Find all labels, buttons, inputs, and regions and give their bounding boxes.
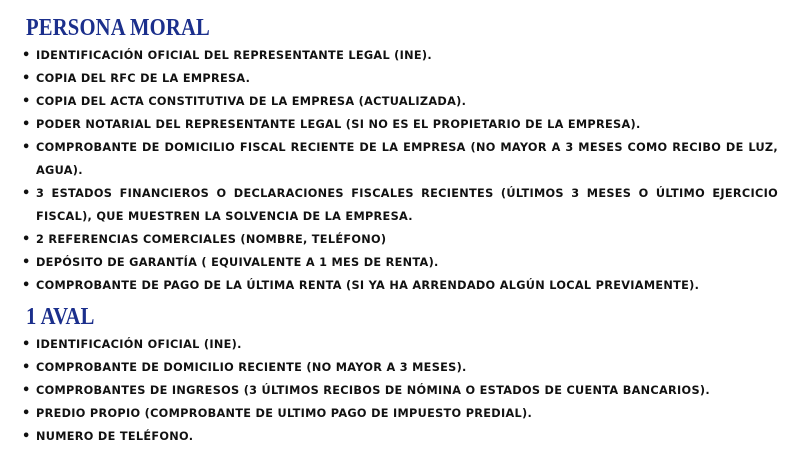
list-item: • COMPROBANTES DE INGRESOS (3 ÚLTIMOS RECIBOS DE NÓMINA O ESTADOS DE CUENTA BANCARIOS). <box>22 379 778 402</box>
list-item: • 2 REFERENCIAS COMERCIALES (NOMBRE, TELÉFONO) <box>22 228 778 251</box>
list-item: • IDENTIFICACIÓN OFICIAL (INE). <box>22 333 778 356</box>
list-item: • COMPROBANTE DE PAGO DE LA ÚLTIMA RENTA (SI YA HA ARRENDADO ALGÚN LOCAL PREVIAMENTE). <box>22 274 778 297</box>
section-title-persona-moral: PERSONA MORAL <box>26 15 210 41</box>
list-item: • PODER NOTARIAL DEL REPRESENTANTE LEGAL (SI NO ES EL PROPIETARIO DE LA EMPRESA). <box>22 113 778 136</box>
list-item: • COPIA DEL ACTA CONSTITUTIVA DE LA EMPRESA (ACTUALIZADA). <box>22 90 778 113</box>
list-item: • DEPÓSITO DE GARANTÍA ( EQUIVALENTE A 1 MES DE RENTA). <box>22 251 778 274</box>
section-title-aval: 1 AVAL <box>26 304 95 330</box>
list-item: • COPIA DEL RFC DE LA EMPRESA. <box>22 67 778 90</box>
list-item: • NUMERO DE TELÉFONO. <box>22 425 778 448</box>
persona-moral-requirements-list <box>22 44 778 297</box>
list-item: • 3 ESTADOS FINANCIEROS O DECLARACIONES FISCALES RECIENTES (ÚLTIMOS 3 MESES O ÚLTIMO EJERCICIO FISCAL), QUE MUESTREN LA SOLVENCIA DE LA EMPRESA. <box>22 182 778 228</box>
list-item: • COMPROBANTE DE DOMICILIO RECIENTE (NO MAYOR A 3 MESES). <box>22 356 778 379</box>
list-item: • COMPROBANTE DE DOMICILIO FISCAL RECIENTE DE LA EMPRESA (NO MAYOR A 3 MESES COMO RECIBO DE LUZ, AGUA). <box>22 136 778 182</box>
list-item: • IDENTIFICACIÓN OFICIAL DEL REPRESENTANTE LEGAL (INE). <box>22 44 778 67</box>
list-item: • PREDIO PROPIO (COMPROBANTE DE ULTIMO PAGO DE IMPUESTO PREDIAL). <box>22 402 778 425</box>
aval-requirements-list <box>22 333 778 448</box>
